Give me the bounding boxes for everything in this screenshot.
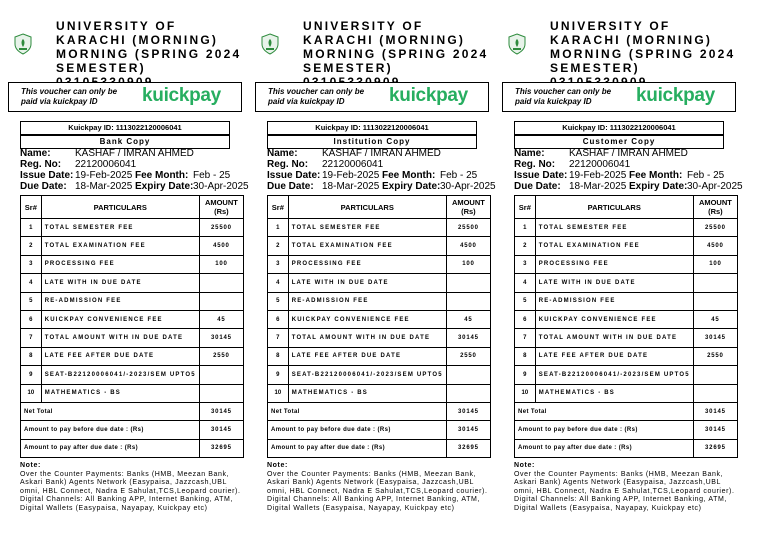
payment-note	[514, 462, 740, 514]
fee-table-header	[515, 196, 738, 219]
university-title: UNIVERSITY OF KARACHI (MORNING) MORNING (SPRING 2024 SEMESTER)	[303, 19, 489, 75]
total-row	[515, 421, 738, 439]
fee-sr: 3	[268, 255, 289, 273]
expiry-label: Expiry Date:	[629, 181, 688, 192]
voucher-header	[494, 0, 742, 84]
fee-sr: 4	[21, 274, 42, 292]
note-title: Note:	[514, 462, 535, 469]
total-label: Amount to pay after due date : (Rs)	[515, 439, 694, 457]
fee-sr: 6	[21, 310, 42, 328]
fee-particular: LATE WITH IN DUE DATE	[535, 274, 693, 292]
fee-particular: LATE WITH IN DUE DATE	[288, 274, 446, 292]
kuickpay-logo: kuickpay	[636, 85, 715, 106]
fee-sr: 9	[21, 366, 42, 384]
fee-particular: PROCESSING FEE	[41, 255, 199, 273]
fee-sr: 8	[515, 347, 536, 365]
voucher-notice-text: This voucher can only be paid via kuickpay ID	[515, 87, 612, 106]
student-name: KASHAF / IMRAN AHMED	[322, 148, 441, 159]
fee-amount: 100	[199, 255, 243, 273]
fee-row	[515, 310, 738, 328]
fee-particular: TOTAL EXAMINATION FEE	[41, 237, 199, 255]
total-row	[21, 402, 244, 420]
particulars-header: PARTICULARS	[41, 196, 199, 219]
student-name: KASHAF / IMRAN AHMED	[75, 148, 194, 159]
fee-amount: 4500	[693, 237, 737, 255]
amount-header: AMOUNT (Rs)	[693, 196, 737, 219]
fee-amount	[446, 366, 490, 384]
copy-title: Institution Copy	[267, 135, 477, 149]
total-row	[268, 402, 491, 420]
fee-amount	[446, 384, 490, 402]
fee-row	[268, 329, 491, 347]
total-label: Net Total	[515, 402, 694, 420]
fee-particular: LATE FEE AFTER DUE DATE	[288, 347, 446, 365]
fee-amount	[199, 384, 243, 402]
fee-row	[268, 274, 491, 292]
fee-amount: 25500	[693, 219, 737, 237]
fee-sr: 7	[515, 329, 536, 347]
fee-particular: TOTAL SEMESTER FEE	[41, 219, 199, 237]
issue-label: Issue Date:	[267, 170, 321, 181]
issue-date: 19-Feb-2025	[569, 170, 627, 181]
fee-sr: 7	[268, 329, 289, 347]
fee-sr: 3	[21, 255, 42, 273]
sr-header: Sr#	[515, 196, 536, 219]
total-row	[515, 439, 738, 457]
voucher-notice-text: This voucher can only be paid via kuickpay ID	[268, 87, 365, 106]
fee-row	[268, 237, 491, 255]
fee-particular: TOTAL SEMESTER FEE	[288, 219, 446, 237]
copy-title: Bank Copy	[20, 135, 230, 149]
fee-particular: TOTAL AMOUNT WITH IN DUE DATE	[288, 329, 446, 347]
fee-month: Feb - 25	[193, 170, 231, 181]
total-label: Amount to pay after due date : (Rs)	[268, 439, 447, 457]
fee-sr: 10	[515, 384, 536, 402]
fee-particular: SEAT-B22120006041/-2023/SEM UPTO5	[288, 366, 446, 384]
voucher-notice	[8, 82, 242, 112]
fee-row	[268, 366, 491, 384]
total-amount: 32695	[446, 439, 490, 457]
fee-sr: 5	[21, 292, 42, 310]
total-row	[515, 402, 738, 420]
reg-number: 22120006041	[322, 159, 384, 170]
fee-row	[515, 366, 738, 384]
fee-particular: TOTAL EXAMINATION FEE	[288, 237, 446, 255]
fee-sr: 10	[21, 384, 42, 402]
fee-row	[268, 384, 491, 402]
expiry-date: 30-Apr-2025	[440, 181, 496, 192]
total-label: Amount to pay before due date : (Rs)	[268, 421, 447, 439]
fee-row	[21, 292, 244, 310]
fee-particular: MATHEMATICS - BS	[41, 384, 199, 402]
fee-row	[268, 310, 491, 328]
fee-particular: LATE FEE AFTER DUE DATE	[41, 347, 199, 365]
voucher-copy-1	[0, 0, 248, 544]
due-label: Due Date:	[514, 181, 561, 192]
fee-amount	[693, 292, 737, 310]
fee-sr: 5	[515, 292, 536, 310]
fee-sr: 1	[268, 219, 289, 237]
fee-sr: 6	[515, 310, 536, 328]
fee-particular: RE-ADMISSION FEE	[41, 292, 199, 310]
fee-row	[21, 329, 244, 347]
copy-title: Customer Copy	[514, 135, 724, 149]
expiry-date: 30-Apr-2025	[687, 181, 743, 192]
fee-sr: 4	[515, 274, 536, 292]
university-logo-icon	[12, 32, 34, 56]
voucher-header	[0, 0, 248, 84]
fee-row	[21, 274, 244, 292]
fee-amount	[199, 274, 243, 292]
fee-month-label: Fee Month:	[382, 170, 436, 181]
amount-header: AMOUNT (Rs)	[446, 196, 490, 219]
fee-particular: TOTAL SEMESTER FEE	[535, 219, 693, 237]
fee-amount: 100	[446, 255, 490, 273]
fee-row	[21, 347, 244, 365]
fee-sr: 10	[268, 384, 289, 402]
sr-header: Sr#	[21, 196, 42, 219]
fee-row	[515, 219, 738, 237]
payment-note	[267, 462, 493, 514]
fee-sr: 2	[515, 237, 536, 255]
particulars-header: PARTICULARS	[535, 196, 693, 219]
total-label: Amount to pay before due date : (Rs)	[21, 421, 200, 439]
fee-table	[514, 195, 738, 458]
fee-particular: MATHEMATICS - BS	[288, 384, 446, 402]
fee-month: Feb - 25	[687, 170, 725, 181]
issue-label: Issue Date:	[20, 170, 74, 181]
total-amount: 30145	[693, 402, 737, 420]
fee-month-label: Fee Month:	[629, 170, 683, 181]
university-logo-icon	[506, 32, 528, 56]
kuickpay-id: Kuickpay ID: 1113022120006041	[20, 121, 230, 135]
fee-row	[21, 384, 244, 402]
due-date: 18-Mar-2025	[322, 181, 380, 192]
note-body: Over the Counter Payments: Banks (HMB, Meezan Bank, Askari Bank) Agents Network (Easypaisa, Jazzcash,UBL omni, HBL Connect, Nadra E Sahulat,TCS,Leopard courier). Digital Channels: All Banking APP, Internet Banking, ATM, Digital Wallets (Easypaisa, Nayapay, Kuickpay etc)	[267, 470, 488, 512]
kuickpay-logo: kuickpay	[142, 85, 221, 106]
total-amount: 32695	[693, 439, 737, 457]
fee-amount	[693, 384, 737, 402]
fee-amount: 2550	[446, 347, 490, 365]
fee-particular: PROCESSING FEE	[288, 255, 446, 273]
fee-row	[515, 384, 738, 402]
fee-row	[268, 219, 491, 237]
fee-sr: 3	[515, 255, 536, 273]
voucher-copy-2	[247, 0, 495, 544]
issue-date: 19-Feb-2025	[322, 170, 380, 181]
reg-label: Reg. No:	[20, 159, 62, 170]
reg-label: Reg. No:	[514, 159, 556, 170]
fee-amount	[446, 274, 490, 292]
fee-row	[21, 237, 244, 255]
total-amount: 30145	[693, 421, 737, 439]
fee-amount: 30145	[199, 329, 243, 347]
fee-row	[515, 292, 738, 310]
payment-note	[20, 462, 246, 514]
fee-particular: RE-ADMISSION FEE	[535, 292, 693, 310]
fee-particular: KUICKPAY CONVENIENCE FEE	[288, 310, 446, 328]
fee-particular: SEAT-B22120006041/-2023/SEM UPTO5	[535, 366, 693, 384]
fee-amount: 4500	[199, 237, 243, 255]
note-title: Note:	[267, 462, 288, 469]
name-label: Name:	[20, 148, 51, 159]
university-logo-icon	[259, 32, 281, 56]
fee-table-header	[268, 196, 491, 219]
total-amount: 30145	[199, 402, 243, 420]
expiry-date: 30-Apr-2025	[193, 181, 249, 192]
due-label: Due Date:	[20, 181, 67, 192]
fee-amount: 30145	[693, 329, 737, 347]
fee-row	[268, 347, 491, 365]
fee-sr: 2	[268, 237, 289, 255]
fee-particular: KUICKPAY CONVENIENCE FEE	[535, 310, 693, 328]
expiry-label: Expiry Date:	[382, 181, 441, 192]
fee-amount: 25500	[446, 219, 490, 237]
fee-amount	[199, 366, 243, 384]
fee-table-header	[21, 196, 244, 219]
fee-sr: 8	[21, 347, 42, 365]
university-title: UNIVERSITY OF KARACHI (MORNING) MORNING (SPRING 2024 SEMESTER)	[56, 19, 242, 75]
total-row	[268, 439, 491, 457]
fee-particular: RE-ADMISSION FEE	[288, 292, 446, 310]
fee-row	[268, 292, 491, 310]
kuickpay-logo: kuickpay	[389, 85, 468, 106]
fee-sr: 2	[21, 237, 42, 255]
fee-particular: TOTAL AMOUNT WITH IN DUE DATE	[535, 329, 693, 347]
kuickpay-id: Kuickpay ID: 1113022120006041	[267, 121, 477, 135]
fee-particular: KUICKPAY CONVENIENCE FEE	[41, 310, 199, 328]
name-label: Name:	[514, 148, 545, 159]
total-amount: 30145	[446, 402, 490, 420]
note-body: Over the Counter Payments: Banks (HMB, Meezan Bank, Askari Bank) Agents Network (Easypaisa, Jazzcash,UBL omni, HBL Connect, Nadra E Sahulat,TCS,Leopard courier). Digital Channels: All Banking APP, Internet Banking, ATM, Digital Wallets (Easypaisa, Nayapay, Kuickpay etc)	[514, 470, 735, 512]
fee-row	[515, 274, 738, 292]
issue-label: Issue Date:	[514, 170, 568, 181]
total-amount: 30145	[446, 421, 490, 439]
total-label: Amount to pay after due date : (Rs)	[21, 439, 200, 457]
fee-row	[21, 310, 244, 328]
total-label: Net Total	[268, 402, 447, 420]
fee-sr: 5	[268, 292, 289, 310]
fee-amount	[693, 274, 737, 292]
fee-row	[268, 255, 491, 273]
fee-amount	[693, 366, 737, 384]
due-date: 18-Mar-2025	[569, 181, 627, 192]
reg-number: 22120006041	[75, 159, 137, 170]
fee-row	[515, 237, 738, 255]
fee-row	[515, 255, 738, 273]
fee-month-label: Fee Month:	[135, 170, 189, 181]
total-amount: 32695	[199, 439, 243, 457]
fee-sr: 9	[268, 366, 289, 384]
fee-table	[20, 195, 244, 458]
sr-header: Sr#	[268, 196, 289, 219]
fee-table	[267, 195, 491, 458]
voucher-notice	[502, 82, 736, 112]
name-label: Name:	[267, 148, 298, 159]
particulars-header: PARTICULARS	[288, 196, 446, 219]
fee-particular: SEAT-B22120006041/-2023/SEM UPTO5	[41, 366, 199, 384]
voucher-notice	[255, 82, 489, 112]
due-label: Due Date:	[267, 181, 314, 192]
fee-sr: 8	[268, 347, 289, 365]
fee-row	[21, 219, 244, 237]
amount-header: AMOUNT (Rs)	[199, 196, 243, 219]
kuickpay-id: Kuickpay ID: 1113022120006041	[514, 121, 724, 135]
fee-amount: 45	[446, 310, 490, 328]
note-body: Over the Counter Payments: Banks (HMB, Meezan Bank, Askari Bank) Agents Network (Easypaisa, Jazzcash,UBL omni, HBL Connect, Nadra E Sahulat,TCS,Leopard courier). Digital Channels: All Banking APP, Internet Banking, ATM, Digital Wallets (Easypaisa, Nayapay, Kuickpay etc)	[20, 470, 241, 512]
total-amount: 30145	[199, 421, 243, 439]
fee-amount	[446, 292, 490, 310]
expiry-label: Expiry Date:	[135, 181, 194, 192]
university-title: UNIVERSITY OF KARACHI (MORNING) MORNING (SPRING 2024 SEMESTER)	[550, 19, 736, 75]
voucher-notice-text: This voucher can only be paid via kuickpay ID	[21, 87, 118, 106]
fee-row	[21, 366, 244, 384]
fee-sr: 7	[21, 329, 42, 347]
fee-sr: 4	[268, 274, 289, 292]
fee-amount: 30145	[446, 329, 490, 347]
fee-particular: LATE FEE AFTER DUE DATE	[535, 347, 693, 365]
fee-particular: PROCESSING FEE	[535, 255, 693, 273]
fee-amount: 45	[693, 310, 737, 328]
total-row	[268, 421, 491, 439]
fee-amount: 100	[693, 255, 737, 273]
student-name: KASHAF / IMRAN AHMED	[569, 148, 688, 159]
fee-sr: 9	[515, 366, 536, 384]
fee-sr: 1	[515, 219, 536, 237]
fee-particular: LATE WITH IN DUE DATE	[41, 274, 199, 292]
total-row	[21, 439, 244, 457]
fee-amount: 4500	[446, 237, 490, 255]
total-label: Amount to pay before due date : (Rs)	[515, 421, 694, 439]
fee-amount: 2550	[199, 347, 243, 365]
fee-sr: 6	[268, 310, 289, 328]
fee-amount: 2550	[693, 347, 737, 365]
reg-number: 22120006041	[569, 159, 631, 170]
fee-particular: TOTAL EXAMINATION FEE	[535, 237, 693, 255]
fee-particular: MATHEMATICS - BS	[535, 384, 693, 402]
due-date: 18-Mar-2025	[75, 181, 133, 192]
fee-row	[515, 329, 738, 347]
fee-sr: 1	[21, 219, 42, 237]
voucher-copy-3	[494, 0, 742, 544]
issue-date: 19-Feb-2025	[75, 170, 133, 181]
fee-amount	[199, 292, 243, 310]
fee-amount: 45	[199, 310, 243, 328]
total-label: Net Total	[21, 402, 200, 420]
voucher-header	[247, 0, 495, 84]
fee-particular: TOTAL AMOUNT WITH IN DUE DATE	[41, 329, 199, 347]
fee-row	[21, 255, 244, 273]
reg-label: Reg. No:	[267, 159, 309, 170]
fee-row	[515, 347, 738, 365]
fee-amount: 25500	[199, 219, 243, 237]
note-title: Note:	[20, 462, 41, 469]
total-row	[21, 421, 244, 439]
fee-month: Feb - 25	[440, 170, 478, 181]
